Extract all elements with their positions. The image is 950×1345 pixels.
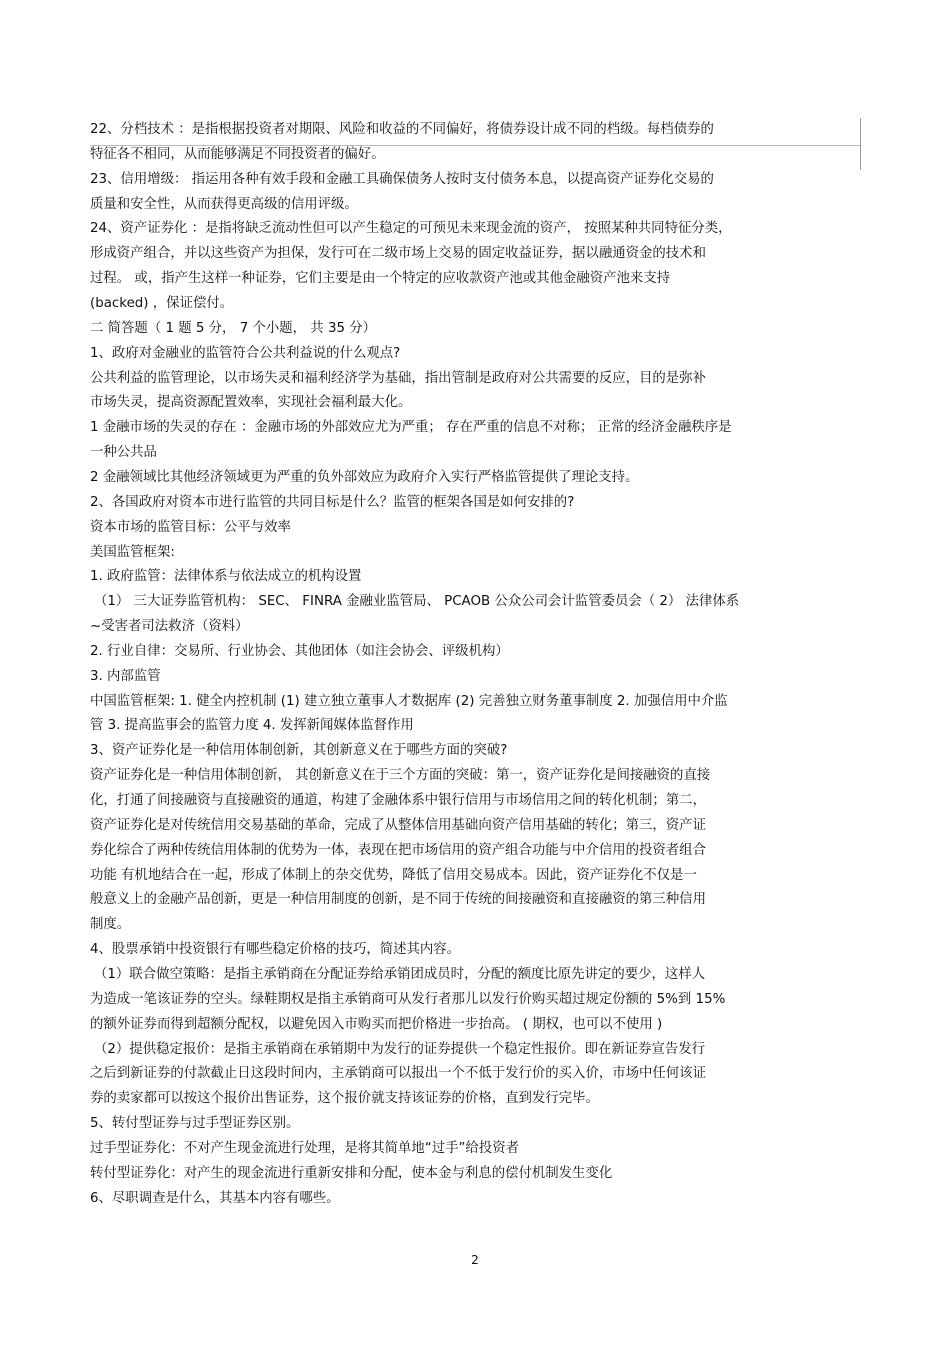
text-line: （1）联合做空策略：是指主承销商在分配证券给承销团成员时，分配的额度比原先讲定的要少，这样人 [94, 966, 706, 982]
text-line: 23、信用增级： 指运用各种有效手段和金融工具确保债务人按时支付债务本息，以提高资产证券化交易的 [90, 171, 714, 187]
text-line: 般意义上的金融产品创新，更是一种信用制度的创新，是不同于传统的间接融资和直接融资的第三种信用 [90, 892, 706, 908]
text-line: （1） 三大证券监管机构： SEC、 FINRA 金融业监管局、 PCAOB 公众公司会计监管委员会（ 2） 法律体系 [94, 594, 740, 610]
text-line: 过手型证券化：不对产生现金流进行处理，是将其简单地“过手”给投资者 [90, 1140, 519, 1156]
text-line: 2. 行业自律：交易所、行业协会、其他团体（如注会协会、评级机构） [90, 643, 509, 659]
text-line: 为造成一笔该证券的空头。绿鞋期权是指主承销商可从发行者那儿以发行价购买超过规定份额的 5%到 15% [90, 991, 726, 1007]
text-line: （2）提供稳定报价：是指主承销商在承销期中为发行的证券提供一个稳定性报价。即在新证券宣告发行 [94, 1041, 706, 1057]
text-line: 美国监管框架: [90, 544, 175, 560]
text-line: 1、政府对金融业的监管符合公共利益说的什么观点? [90, 345, 401, 361]
text-line: 4、股票承销中投资银行有哪些稳定价格的技巧，简述其内容。 [90, 942, 461, 958]
text-line: 中国监管框架: 1. 健全内控机制 (1) 建立独立董事人才数据库 (2) 完善独立财务董事制度 2. 加强信用中介监 [90, 693, 728, 709]
text-line: 3、资产证券化是一种信用体制创新，其创新意义在于哪些方面的突破? [90, 743, 508, 759]
text-line: 1. 政府监管：法律体系与依法成立的机构设置 [90, 569, 362, 585]
text-line: 市场失灵，提高资源配置效率，实现社会福利最大化。 [90, 395, 412, 411]
text-line: 管 3. 提高监事会的监管力度 4. 发挥新闻媒体监督作用 [90, 718, 414, 734]
text-line: 资产证券化是一种信用体制创新， 其创新意义在于三个方面的突破：第一，资产证券化是间接融资的直接 [90, 768, 711, 784]
text-line: 二 简答题（ 1 题 5 分， 7 个小题， 共 35 分） [90, 320, 377, 336]
text-line: 6、尽职调查是什么，其基本内容有哪些。 [90, 1190, 340, 1206]
text-line: 券化综合了两种传统信用体制的优势为一体，表现在把市场信用的资产组合功能与中介信用的投资者组合 [90, 842, 706, 858]
text-line: ~受害者司法救济（资料） [90, 619, 249, 634]
text-line: 一种公共品 [90, 445, 157, 461]
text-line: 资产证券化是对传统信用交易基础的革命，完成了从整体信用基础向资产信用基础的转化；第三，资产证 [90, 817, 706, 833]
text-line: 券的卖家都可以按这个报价出售证券，这个报价就支持该证券的价格，直到发行完毕。 [90, 1091, 599, 1107]
text-line: 2 金融领域比其他经济领域更为严重的负外部效应为政府介入实行严格监管提供了理论支持。 [90, 469, 639, 485]
text-line: 1 金融市场的失灵的存在 ：金融市场的外部效应尤为严重； 存在严重的信息不对称； 正常的经济金融秩序是 [90, 420, 732, 436]
text-line: (backed) ，保证偿付。 [90, 296, 234, 311]
text-line: 资本市场的监管目标：公平与效率 [90, 519, 291, 535]
text-line: 22、分档技术 ：是指根据投资者对期限、风险和收益的不同偏好，将债券设计成不同的档级。每档债券的 [90, 122, 714, 137]
text-line: 转付型证券化：对产生的现金流进行重新安排和分配，使本金与利息的偿付机制发生变化 [90, 1165, 613, 1181]
text-line: 功能 有机地结合在一起，形成了体制上的杂交优势，降低了信用交易成本。因此，资产证券化不仅是一 [90, 867, 697, 883]
text-line: 质量和安全性，从而获得更高级的信用评级。 [90, 196, 358, 212]
text-line: 3. 内部监管 [90, 668, 161, 684]
text-line: 2、各国政府对资本市进行监管的共同目标是什么？监管的框架各国是如何安排的? [90, 494, 575, 510]
text-line: 公共利益的监管理论，以市场失灵和福利经济学为基础，指出管制是政府对公共需要的反应，目的是弥补 [90, 370, 706, 386]
text-line: 化，打通了间接融资与直接融资的通道，构建了金融体系中银行信用与市场信用之间的转化机制；第二， [90, 793, 706, 808]
text-line: 之后到新证券的付款截止日这段时间内，主承销商可以报出一个不低于发行价的买入价，市场中任何该证 [90, 1066, 706, 1082]
text-line: 5、转付型证券与过手型证券区别。 [90, 1116, 300, 1131]
text-line: 形成资产组合，并以这些资产为担保，发行可在二级市场上交易的固定收益证券，据以融通资金的技术和 [90, 246, 706, 262]
text-line: 制度。 [90, 917, 131, 933]
text-line: 的额外证券而得到超额分配权，以避免因入市购买而把价格进一步抬高。 ( 期权，也可以不使用 ) [90, 1016, 663, 1032]
page-number: 2 [471, 1253, 479, 1267]
text-line: 过程。 或，指产生这样一种证券，它们主要是由一个特定的应收款资产池或其他金融资产池来支持 [90, 271, 671, 287]
text-line: 特征各不相同，从而能够满足不同投资者的偏好。 [90, 146, 385, 162]
text-line: 24、资产证券化 ：是指将缺乏流动性但可以产生稳定的可预见未来现金流的资产， 按照某种共同特征分类， [90, 221, 732, 237]
